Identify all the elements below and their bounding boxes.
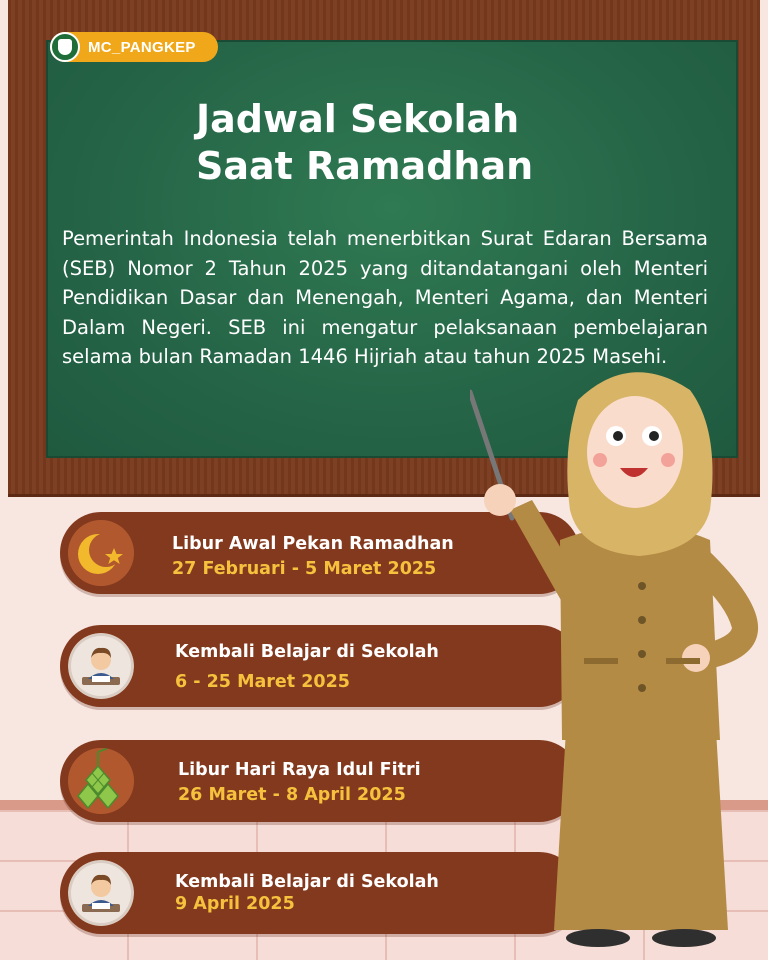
schedule-item-date: 9 April 2025 bbox=[175, 894, 295, 914]
schedule-item-date: 26 Maret - 8 April 2025 bbox=[178, 785, 406, 805]
page-title bbox=[196, 96, 616, 190]
teacher-illustration bbox=[470, 340, 768, 960]
title-line-1: Jadwal Sekolah bbox=[196, 97, 520, 141]
ketupat-icon bbox=[68, 748, 134, 814]
schedule-item-date: 27 Februari - 5 Maret 2025 bbox=[172, 559, 437, 579]
schedule-item-label: Libur Awal Pekan Ramadhan bbox=[172, 534, 454, 554]
schedule-item-label: Kembali Belajar di Sekolah bbox=[175, 642, 439, 662]
intro-paragraph: Pemerintah Indonesia telah menerbitkan Surat Edaran Bersama (SEB) Nomor 2 Tahun 2025 yang ditandatangani oleh Menteri Pendidikan Dasar dan Menengah, Menteri Agama, dan Menteri Dalam Negeri. SEB ini mengatur pelaksanaan pembelajaran selama bulan Ramadan 1446 Hijriah atau tahun 2025 Masehi. bbox=[62, 227, 708, 368]
pangkep-emblem-icon bbox=[50, 32, 80, 62]
student-icon bbox=[68, 633, 134, 699]
schedule-item-label: Libur Hari Raya Idul Fitri bbox=[178, 760, 421, 780]
schedule-item-label: Kembali Belajar di Sekolah bbox=[175, 872, 439, 892]
brand-tag bbox=[50, 32, 218, 62]
crescent-star-icon bbox=[68, 520, 134, 586]
brand-tag-label: MC_PANGKEP bbox=[88, 38, 196, 56]
schedule-item-date: 6 - 25 Maret 2025 bbox=[175, 672, 350, 692]
title-line-2: Saat Ramadhan bbox=[196, 144, 534, 188]
student-icon bbox=[68, 860, 134, 926]
